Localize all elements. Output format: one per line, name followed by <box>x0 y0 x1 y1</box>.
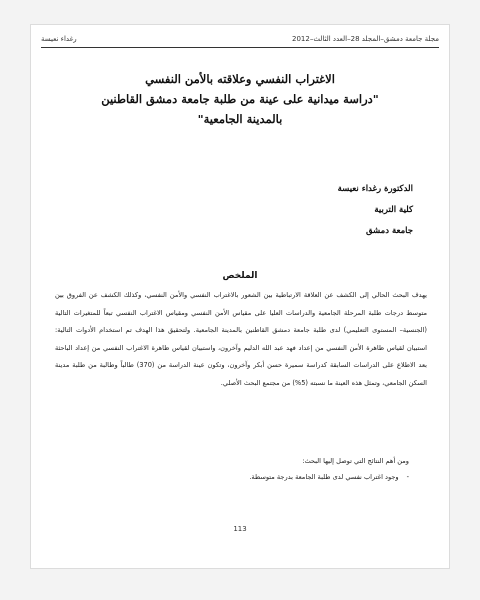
result-bullet <box>249 473 409 481</box>
bullet-marker: - <box>406 473 409 481</box>
title-line-2: "دراسة ميدانية على عينة من طلبة جامعة دمشق القاطنين <box>101 92 379 106</box>
running-author: رغداء نعيسة <box>41 35 77 43</box>
page-number: 113 <box>233 525 247 533</box>
running-header <box>41 31 439 48</box>
results-lead: ومن أهم النتائج التي توصل إليها البحث: <box>302 457 409 465</box>
faculty-name: كلية التربية <box>374 205 413 215</box>
abstract-paragraph: يهدف البحث الحالي إلى الكشف عن العلاقة الارتباطية بين الشعور بالاغتراب النفسي والأمن النفسي، وكذلك الكشف عن الفروق بين متوسط درجات طلبة المرحلة الجامعية والدراسات العليا على مقياس الأمن النفسي ومقياس الاغتراب النفسي تبعاً للمتغيرات التالية (الجنسية– المستوى التعليمي) لدى طلبة جامعة دمشق القاطنين بالمدينة الجامعية. ولتحقيق هذا الهدف تم استخدام الأدوات التالية: استبيان لقياس ظاهرة الأمن النفسي من إعداد فهد عبد الله الدليم وآخرون، واستبيان لقياس ظاهرة الاغتراب النفسي من إعداد الباحثة بعد الاطلاع على الدراسات السابقة كدراسة سميرة حسن أبكر وآخرون، وتكون عينة الدراسة من (370) طالباً وطالبة من طلبة مدينة السكن الجامعي، وتمثل هذه العينة ما نسبته (5%) من مجتمع البحث الأصلي. <box>55 291 428 387</box>
university-name: جامعة دمشق <box>365 226 413 236</box>
abstract-heading: الملخص <box>222 271 258 281</box>
author-affiliation <box>338 179 413 242</box>
author-name: الدكتورة رغداء نعيسة <box>337 184 413 194</box>
bullet-text: وجود اغتراب نفسي لدى طلبة الجامعة بدرجة متوسطة. <box>249 473 399 481</box>
abstract-body <box>55 287 427 392</box>
paper-title <box>51 69 429 129</box>
title-line-1: الاغتراب النفسي وعلاقته بالأمن النفسي <box>145 72 335 86</box>
title-line-3: بالمدينة الجامعية" <box>197 112 283 126</box>
journal-citation: مجلة جامعة دمشق–المجلد 28–العدد الثالث–2012 <box>292 35 439 43</box>
journal-page <box>30 24 450 569</box>
